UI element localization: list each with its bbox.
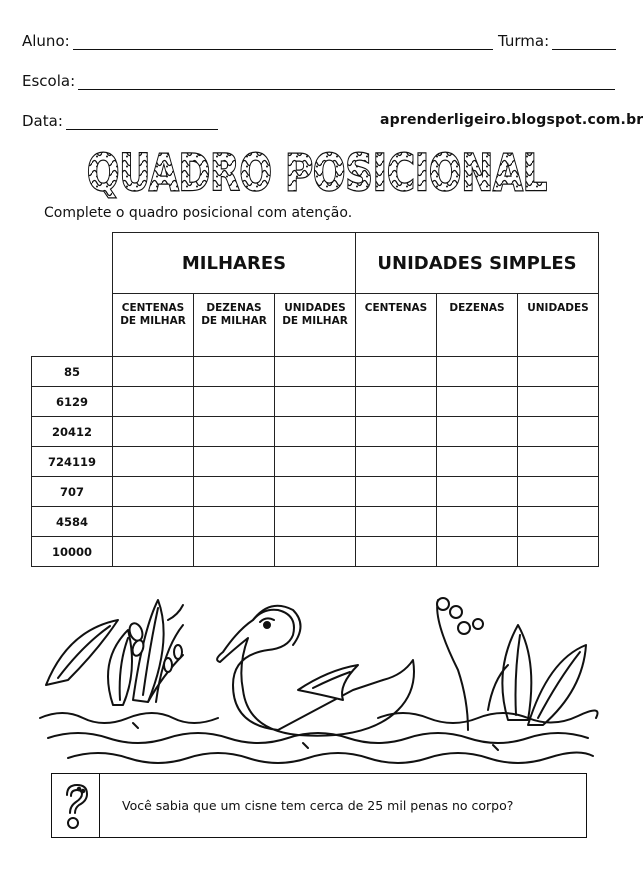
answer-cell[interactable]	[113, 417, 194, 447]
escola-line[interactable]	[78, 75, 615, 90]
data-label: Data:	[22, 112, 63, 130]
answer-cell[interactable]	[356, 447, 437, 477]
answer-cell[interactable]	[356, 417, 437, 447]
table-row	[32, 507, 599, 537]
table-row	[32, 387, 599, 417]
row-number: 707	[32, 477, 113, 507]
place-value-table	[31, 232, 599, 567]
answer-cell[interactable]	[437, 357, 518, 387]
row-number: 85	[32, 357, 113, 387]
turma-line[interactable]	[552, 35, 616, 50]
answer-cell[interactable]	[356, 477, 437, 507]
answer-cell[interactable]	[356, 357, 437, 387]
answer-cell[interactable]	[356, 387, 437, 417]
answer-cell[interactable]	[194, 507, 275, 537]
escola-label: Escola:	[22, 72, 76, 90]
answer-cell[interactable]	[275, 537, 356, 567]
subheader-centenas-milhar: CENTENAS DE MILHAR	[113, 294, 194, 357]
answer-cell[interactable]	[518, 447, 599, 477]
answer-cell[interactable]	[437, 477, 518, 507]
data-field[interactable]	[22, 112, 218, 130]
table-row	[32, 357, 599, 387]
turma-field[interactable]	[498, 32, 616, 50]
answer-cell[interactable]	[194, 537, 275, 567]
answer-cell[interactable]	[275, 477, 356, 507]
corner-blank	[32, 233, 113, 357]
instruction-text: Complete o quadro posicional com atenção.	[44, 205, 353, 221]
answer-cell[interactable]	[518, 387, 599, 417]
answer-cell[interactable]	[275, 387, 356, 417]
data-line[interactable]	[66, 115, 218, 130]
subheader-unidades-milhar: UNIDADES DE MILHAR	[275, 294, 356, 357]
answer-cell[interactable]	[437, 537, 518, 567]
subheader-dezenas-milhar: DEZENAS DE MILHAR	[194, 294, 275, 357]
answer-cell[interactable]	[113, 387, 194, 417]
answer-cell[interactable]	[275, 417, 356, 447]
group-unidades-simples: UNIDADES SIMPLES	[356, 233, 599, 294]
answer-cell[interactable]	[275, 447, 356, 477]
answer-cell[interactable]	[356, 507, 437, 537]
row-number: 4584	[32, 507, 113, 537]
answer-cell[interactable]	[518, 417, 599, 447]
question-mark-worm-icon	[52, 774, 100, 837]
answer-cell[interactable]	[437, 417, 518, 447]
group-milhares: MILHARES	[113, 233, 356, 294]
answer-cell[interactable]	[194, 447, 275, 477]
row-number: 10000	[32, 537, 113, 567]
answer-cell[interactable]	[194, 357, 275, 387]
subheader-unidades: UNIDADES	[518, 294, 599, 357]
answer-cell[interactable]	[518, 507, 599, 537]
aluno-label: Aluno:	[22, 32, 70, 50]
table-row	[32, 417, 599, 447]
answer-cell[interactable]	[437, 447, 518, 477]
aluno-field[interactable]	[22, 32, 493, 50]
answer-cell[interactable]	[275, 507, 356, 537]
row-number: 20412	[32, 417, 113, 447]
table-row	[32, 537, 599, 567]
answer-cell[interactable]	[275, 357, 356, 387]
table-row	[32, 447, 599, 477]
subheader-centenas: CENTENAS	[356, 294, 437, 357]
swan-illustration	[38, 590, 598, 765]
answer-cell[interactable]	[437, 507, 518, 537]
answer-cell[interactable]	[194, 387, 275, 417]
fact-box	[51, 773, 587, 838]
fact-text: Você sabia que um cisne tem cerca de 25 mil penas no corpo?	[122, 798, 514, 813]
row-number: 724119	[32, 447, 113, 477]
table-row	[32, 477, 599, 507]
answer-cell[interactable]	[518, 537, 599, 567]
answer-cell[interactable]	[356, 537, 437, 567]
answer-cell[interactable]	[113, 537, 194, 567]
turma-label: Turma:	[498, 32, 550, 50]
page-title	[82, 138, 552, 200]
escola-field[interactable]	[22, 72, 615, 90]
aluno-line[interactable]	[73, 35, 493, 50]
answer-cell[interactable]	[437, 387, 518, 417]
answer-cell[interactable]	[113, 477, 194, 507]
answer-cell[interactable]	[113, 507, 194, 537]
answer-cell[interactable]	[113, 447, 194, 477]
answer-cell[interactable]	[194, 477, 275, 507]
title-text: QUADRO POSICIONAL	[87, 144, 547, 202]
site-url: aprenderligeiro.blogspot.com.br	[380, 112, 643, 128]
row-number: 6129	[32, 387, 113, 417]
subheader-dezenas: DEZENAS	[437, 294, 518, 357]
answer-cell[interactable]	[518, 357, 599, 387]
answer-cell[interactable]	[194, 417, 275, 447]
answer-cell[interactable]	[113, 357, 194, 387]
answer-cell[interactable]	[518, 477, 599, 507]
